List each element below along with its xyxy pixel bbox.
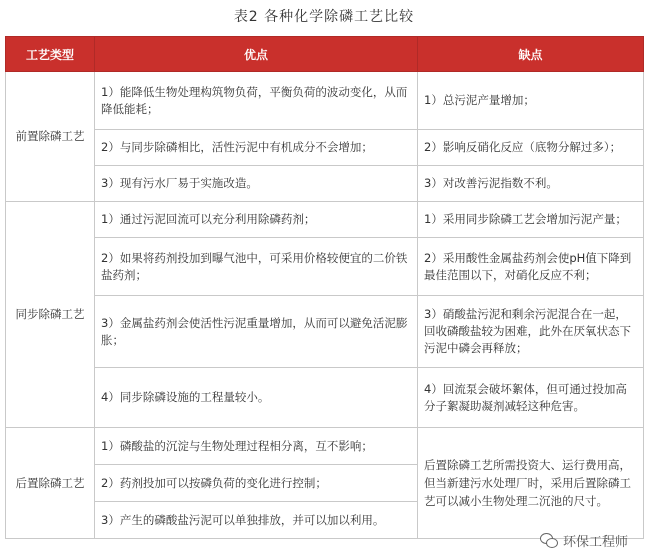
pros-cell: 4）同步除磷设施的工程量较小。 [95,368,418,428]
process-type-cell: 后置除磷工艺 [6,428,95,539]
pros-cell: 3）现有污水厂易于实施改造。 [95,166,418,202]
cons-cell: 3）对改善污泥指数不利。 [418,166,644,202]
cons-cell: 2）采用酸性金属盐药剂会使pH值下降到最佳范围以下，对硝化反应不利； [418,238,644,296]
wechat-icon [540,533,558,548]
header-pros: 优点 [95,37,418,72]
header-cons: 缺点 [418,37,644,72]
cons-cell: 3）硝酸盐污泥和剩余污泥混合在一起，回收磷酸盐较为困难，此外在厌氧状态下污泥中磷会再释放； [418,296,644,368]
cons-cell: 4）回流泵会破坏絮体，但可通过投加高分子絮凝助凝剂减轻这种危害。 [418,368,644,428]
pros-cell: 1）能降低生物处理构筑物负荷，平衡负荷的波动变化，从而降低能耗； [95,72,418,130]
cons-cell-merged: 后置除磷工艺所需投资大、运行费用高，但当新建污水处理厂时，采用后置除磷工艺可以减小生物处理二沉池的尺寸。 [418,428,644,539]
pros-cell: 1）磷酸盐的沉淀与生物处理过程相分离，互不影响； [95,428,418,465]
pros-cell: 3）金属盐药剂会使活性污泥重量增加，从而可以避免活泥膨胀； [95,296,418,368]
table-row [6,428,644,465]
table-row [6,166,644,202]
table-caption: 表2 各种化学除磷工艺比较 [233,9,415,25]
table-row [6,202,644,238]
process-type-cell: 前置除磷工艺 [6,72,95,202]
header-type: 工艺类型 [6,37,95,72]
table-row [6,368,644,428]
table-row [6,130,644,166]
cons-cell: 1）采用同步除磷工艺会增加污泥产量； [418,202,644,238]
pros-cell: 1）通过污泥回流可以充分利用除磷药剂； [95,202,418,238]
watermark-text: 环保工程师 [562,535,628,550]
process-type-cell: 同步除磷工艺 [6,202,95,428]
table-row [6,238,644,296]
pros-cell: 3）产生的磷酸盐污泥可以单独排放，并可以加以利用。 [95,502,418,539]
pros-cell: 2）与同步除磷相比，活性污泥中有机成分不会增加； [95,130,418,166]
table-row [6,296,644,368]
watermark [540,531,628,550]
pros-cell: 2）药剂投加可以按磷负荷的变化进行控制； [95,465,418,502]
pros-cell: 2）如果将药剂投加到曝气池中，可采用价格较便宜的二价铁盐药剂； [95,238,418,296]
header-row [6,37,644,72]
cons-cell: 1）总污泥产量增加； [418,72,644,130]
cons-cell: 2）影响反硝化反应（底物分解过多）； [418,130,644,166]
table-row [6,72,644,130]
comparison-table [5,36,644,539]
